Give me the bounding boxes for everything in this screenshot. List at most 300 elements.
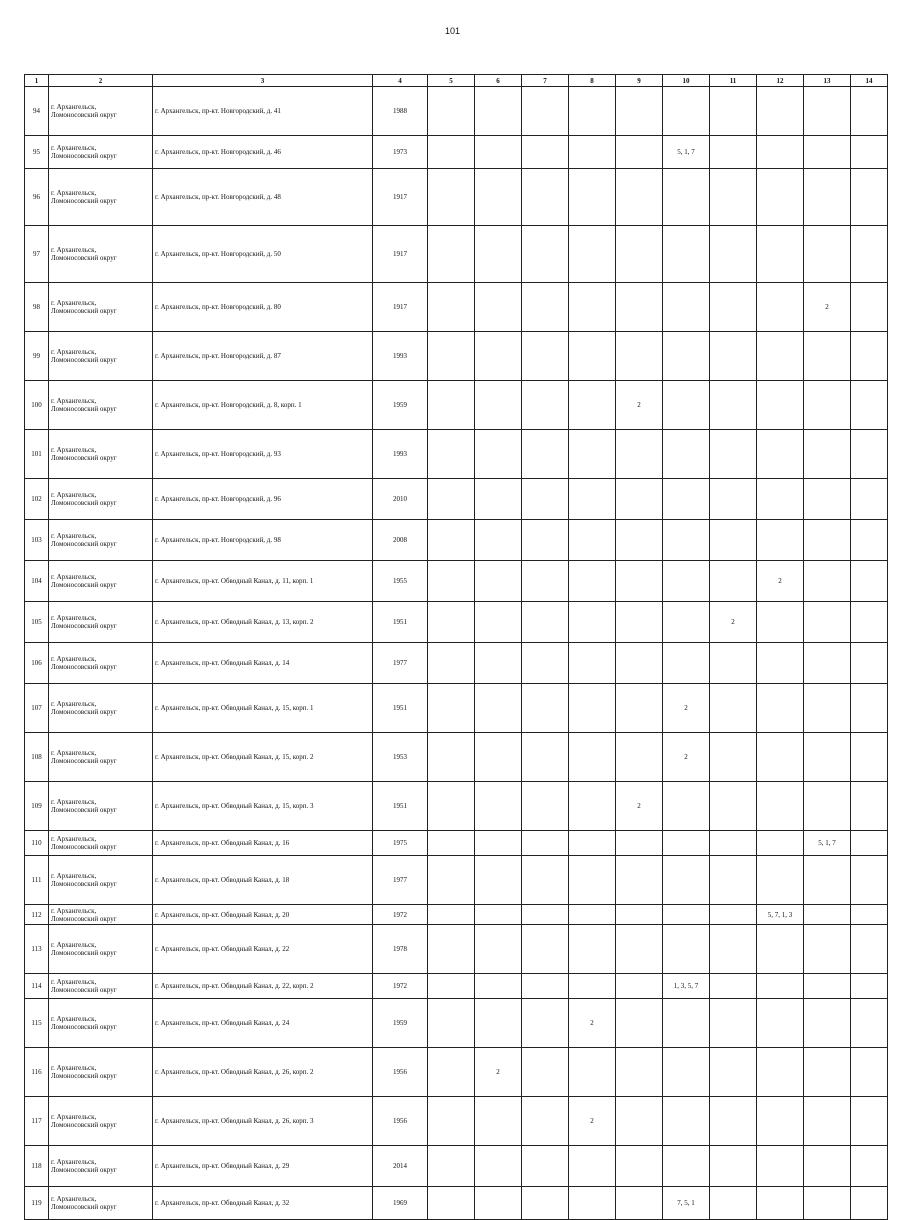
- year-cell: 1973: [373, 136, 428, 169]
- locality-line: Ломоносовский округ: [51, 914, 117, 923]
- value-cell: [851, 602, 888, 643]
- row-number-cell: 119: [25, 1187, 49, 1220]
- buildings-table: [24, 74, 888, 1220]
- value-cell: [569, 1187, 616, 1220]
- value-cell: [475, 602, 522, 643]
- locality-cell: [49, 1048, 153, 1097]
- address-cell: г. Архангельск, пр-кт. Обводный Канал, д. 16: [153, 831, 373, 856]
- value-cell: [710, 1097, 757, 1146]
- value-cell: [616, 1146, 663, 1187]
- value-cell: [804, 643, 851, 684]
- value-cell: [475, 381, 522, 430]
- value-cell: [616, 905, 663, 925]
- value-cell: [616, 430, 663, 479]
- value-cell: 2: [616, 381, 663, 430]
- value-cell: [522, 169, 569, 226]
- locality-line: г. Архангельск,: [51, 189, 97, 197]
- value-cell: [475, 430, 522, 479]
- locality-line: Ломоносовский округ: [51, 708, 117, 716]
- table-row: [25, 430, 888, 479]
- value-cell: [851, 643, 888, 684]
- value-cell: [569, 925, 616, 974]
- value-cell: [757, 831, 804, 856]
- value-cell: [428, 169, 475, 226]
- locality-line: Ломоносовский округ: [51, 356, 117, 364]
- locality-line: г. Архангельск,: [51, 1015, 97, 1023]
- value-cell: [616, 226, 663, 283]
- value-cell: [475, 1097, 522, 1146]
- year-cell: 1955: [373, 561, 428, 602]
- value-cell: [522, 479, 569, 520]
- table-row: [25, 831, 888, 856]
- locality-cell: [49, 974, 153, 999]
- value-cell: [851, 430, 888, 479]
- table-body: [25, 87, 888, 1220]
- value-cell: [757, 733, 804, 782]
- address-cell: г. Архангельск, пр-кт. Новгородский, д. 8, корп. 1: [153, 381, 373, 430]
- value-cell: [428, 905, 475, 925]
- value-cell: [663, 87, 710, 136]
- row-number-cell: 115: [25, 999, 49, 1048]
- value-cell: [569, 479, 616, 520]
- address-cell: г. Архангельск, пр-кт. Новгородский, д. 50: [153, 226, 373, 283]
- value-cell: [851, 999, 888, 1048]
- value-cell: [616, 1187, 663, 1220]
- value-cell: [804, 1048, 851, 1097]
- value-cell: [428, 283, 475, 332]
- value-cell: [616, 332, 663, 381]
- value-cell: 2: [616, 782, 663, 831]
- locality-line: г. Архангельск,: [51, 446, 97, 454]
- value-cell: [663, 1146, 710, 1187]
- value-cell: [569, 974, 616, 999]
- value-cell: 1, 3, 5, 7: [663, 974, 710, 999]
- value-cell: [522, 87, 569, 136]
- locality-line: г. Архангельск,: [51, 700, 97, 708]
- value-cell: [522, 226, 569, 283]
- value-cell: [804, 1097, 851, 1146]
- locality-cell: [49, 1146, 153, 1187]
- value-cell: [522, 1187, 569, 1220]
- locality-line: г. Архангельск,: [51, 144, 97, 152]
- value-cell: [804, 602, 851, 643]
- value-cell: [569, 684, 616, 733]
- value-cell: [522, 561, 569, 602]
- row-number-cell: 108: [25, 733, 49, 782]
- value-cell: [851, 1187, 888, 1220]
- value-cell: [522, 1097, 569, 1146]
- value-cell: [475, 782, 522, 831]
- value-cell: [522, 520, 569, 561]
- locality-line: Ломоносовский округ: [51, 111, 117, 119]
- value-cell: 2: [569, 1097, 616, 1146]
- value-cell: [616, 733, 663, 782]
- value-cell: [475, 169, 522, 226]
- address-cell: г. Архангельск, пр-кт. Обводный Канал, д. 29: [153, 1146, 373, 1187]
- value-cell: [475, 561, 522, 602]
- value-cell: [663, 283, 710, 332]
- value-cell: [616, 831, 663, 856]
- locality-cell: [49, 87, 153, 136]
- year-cell: 2008: [373, 520, 428, 561]
- table-row: [25, 479, 888, 520]
- value-cell: [663, 602, 710, 643]
- value-cell: [569, 1146, 616, 1187]
- value-cell: [757, 1048, 804, 1097]
- value-cell: [616, 136, 663, 169]
- locality-line: г. Архангельск,: [51, 1064, 97, 1072]
- value-cell: [428, 136, 475, 169]
- value-cell: [616, 684, 663, 733]
- value-cell: [804, 1146, 851, 1187]
- value-cell: [757, 520, 804, 561]
- value-cell: [804, 226, 851, 283]
- address-cell: г. Архангельск, пр-кт. Обводный Канал, д. 15, корп. 3: [153, 782, 373, 831]
- value-cell: [757, 136, 804, 169]
- locality-cell: [49, 831, 153, 856]
- table-row: [25, 1187, 888, 1220]
- column-header: 14: [851, 75, 888, 87]
- table-row: [25, 169, 888, 226]
- row-number-cell: 107: [25, 684, 49, 733]
- locality-line: г. Архангельск,: [51, 299, 97, 307]
- address-cell: г. Архангельск, пр-кт. Новгородский, д. 41: [153, 87, 373, 136]
- value-cell: [569, 430, 616, 479]
- locality-line: Ломоносовский округ: [51, 843, 117, 851]
- value-cell: [804, 782, 851, 831]
- table-row: [25, 643, 888, 684]
- value-cell: [569, 561, 616, 602]
- value-cell: [428, 332, 475, 381]
- column-header: 1: [25, 75, 49, 87]
- value-cell: [428, 974, 475, 999]
- address-cell: г. Архангельск, пр-кт. Новгородский, д. 87: [153, 332, 373, 381]
- value-cell: [569, 381, 616, 430]
- value-cell: [475, 479, 522, 520]
- locality-line: г. Архангельск,: [51, 1158, 97, 1166]
- value-cell: [522, 925, 569, 974]
- value-cell: [428, 782, 475, 831]
- value-cell: [522, 831, 569, 856]
- value-cell: [569, 283, 616, 332]
- locality-line: Ломоносовский округ: [51, 254, 117, 262]
- value-cell: [569, 87, 616, 136]
- value-cell: [710, 999, 757, 1048]
- value-cell: [475, 856, 522, 905]
- value-cell: [710, 905, 757, 925]
- header-row: [25, 75, 888, 87]
- locality-line: г. Архангельск,: [51, 397, 97, 405]
- locality-line: Ломоносовский округ: [51, 581, 117, 589]
- value-cell: [804, 1187, 851, 1220]
- address-cell: г. Архангельск, пр-кт. Обводный Канал, д. 26, корп. 2: [153, 1048, 373, 1097]
- value-cell: [522, 1146, 569, 1187]
- locality-cell: [49, 1097, 153, 1146]
- row-number-cell: 106: [25, 643, 49, 684]
- column-header: 6: [475, 75, 522, 87]
- value-cell: [804, 561, 851, 602]
- value-cell: [663, 1097, 710, 1146]
- value-cell: [475, 974, 522, 999]
- value-cell: [569, 856, 616, 905]
- year-cell: 1972: [373, 905, 428, 925]
- value-cell: [804, 169, 851, 226]
- value-cell: [522, 332, 569, 381]
- locality-cell: [49, 520, 153, 561]
- address-cell: г. Архангельск, пр-кт. Обводный Канал, д. 18: [153, 856, 373, 905]
- locality-line: г. Архангельск,: [51, 532, 97, 540]
- value-cell: [710, 733, 757, 782]
- row-number-cell: 109: [25, 782, 49, 831]
- value-cell: [475, 925, 522, 974]
- table-row: [25, 999, 888, 1048]
- row-number-cell: 99: [25, 332, 49, 381]
- locality-line: г. Архангельск,: [51, 573, 97, 581]
- locality-line: Ломоносовский округ: [51, 986, 117, 994]
- row-number-cell: 96: [25, 169, 49, 226]
- value-cell: [851, 169, 888, 226]
- locality-cell: [49, 226, 153, 283]
- column-header: 7: [522, 75, 569, 87]
- value-cell: [569, 520, 616, 561]
- value-cell: [616, 169, 663, 226]
- value-cell: [851, 974, 888, 999]
- value-cell: [569, 905, 616, 925]
- locality-cell: [49, 561, 153, 602]
- column-header: 8: [569, 75, 616, 87]
- value-cell: [851, 733, 888, 782]
- value-cell: [428, 831, 475, 856]
- table-row: [25, 332, 888, 381]
- locality-line: Ломоносовский округ: [51, 197, 117, 205]
- value-cell: [804, 430, 851, 479]
- value-cell: [428, 643, 475, 684]
- value-cell: [475, 1187, 522, 1220]
- value-cell: [710, 1146, 757, 1187]
- table-row: [25, 1146, 888, 1187]
- value-cell: [616, 520, 663, 561]
- address-cell: г. Архангельск, пр-кт. Обводный Канал, д. 15, корп. 2: [153, 733, 373, 782]
- year-cell: 1917: [373, 226, 428, 283]
- locality-cell: [49, 999, 153, 1048]
- locality-line: Ломоносовский округ: [51, 499, 117, 507]
- locality-cell: [49, 283, 153, 332]
- locality-line: Ломоносовский округ: [51, 663, 117, 671]
- table-row: [25, 684, 888, 733]
- value-cell: [851, 381, 888, 430]
- locality-line: Ломоносовский округ: [51, 1203, 117, 1211]
- value-cell: [804, 520, 851, 561]
- locality-line: г. Архангельск,: [51, 103, 97, 111]
- row-number-cell: 117: [25, 1097, 49, 1146]
- address-cell: г. Архангельск, пр-кт. Новгородский, д. 80: [153, 283, 373, 332]
- year-cell: 1956: [373, 1097, 428, 1146]
- value-cell: [522, 905, 569, 925]
- year-cell: 1972: [373, 974, 428, 999]
- address-cell: г. Архангельск, пр-кт. Обводный Канал, д. 11, корп. 1: [153, 561, 373, 602]
- value-cell: 2: [804, 283, 851, 332]
- value-cell: [710, 283, 757, 332]
- value-cell: [616, 602, 663, 643]
- year-cell: 2010: [373, 479, 428, 520]
- value-cell: [757, 602, 804, 643]
- value-cell: [851, 684, 888, 733]
- value-cell: [710, 381, 757, 430]
- value-cell: 5, 1, 7: [663, 136, 710, 169]
- year-cell: 1969: [373, 1187, 428, 1220]
- table-row: [25, 974, 888, 999]
- value-cell: [569, 1048, 616, 1097]
- value-cell: [475, 520, 522, 561]
- table-header: [25, 75, 888, 87]
- table-row: [25, 226, 888, 283]
- value-cell: [710, 831, 757, 856]
- value-cell: [428, 479, 475, 520]
- value-cell: [475, 999, 522, 1048]
- value-cell: [710, 479, 757, 520]
- locality-cell: [49, 782, 153, 831]
- value-cell: [522, 430, 569, 479]
- address-cell: г. Архангельск, пр-кт. Новгородский, д. 48: [153, 169, 373, 226]
- value-cell: [710, 136, 757, 169]
- row-number-cell: 100: [25, 381, 49, 430]
- table-row: [25, 856, 888, 905]
- value-cell: [475, 136, 522, 169]
- locality-line: г. Архангельск,: [51, 872, 97, 880]
- value-cell: [616, 856, 663, 905]
- value-cell: [475, 905, 522, 925]
- value-cell: [522, 643, 569, 684]
- value-cell: 2: [757, 561, 804, 602]
- value-cell: [851, 1048, 888, 1097]
- value-cell: [616, 561, 663, 602]
- value-cell: [804, 87, 851, 136]
- column-header: 4: [373, 75, 428, 87]
- row-number-cell: 98: [25, 283, 49, 332]
- value-cell: [428, 430, 475, 479]
- year-cell: 1956: [373, 1048, 428, 1097]
- value-cell: [710, 520, 757, 561]
- value-cell: [569, 831, 616, 856]
- value-cell: [663, 520, 710, 561]
- value-cell: [428, 1097, 475, 1146]
- value-cell: [428, 856, 475, 905]
- value-cell: [428, 602, 475, 643]
- value-cell: [522, 684, 569, 733]
- value-cell: [616, 999, 663, 1048]
- value-cell: [522, 381, 569, 430]
- row-number-cell: 116: [25, 1048, 49, 1097]
- value-cell: [663, 381, 710, 430]
- value-cell: [710, 974, 757, 999]
- locality-line: г. Архангельск,: [51, 749, 97, 757]
- value-cell: [428, 1048, 475, 1097]
- address-cell: г. Архангельск, пр-кт. Обводный Канал, д. 26, корп. 3: [153, 1097, 373, 1146]
- locality-line: г. Архангельск,: [51, 348, 97, 356]
- locality-line: Ломоносовский округ: [51, 454, 117, 462]
- locality-cell: [49, 684, 153, 733]
- locality-line: Ломоносовский округ: [51, 949, 117, 957]
- address-cell: г. Архангельск, пр-кт. Обводный Канал, д. 24: [153, 999, 373, 1048]
- locality-line: г. Архангельск,: [51, 491, 97, 499]
- row-number-cell: 102: [25, 479, 49, 520]
- value-cell: [757, 479, 804, 520]
- value-cell: [757, 226, 804, 283]
- value-cell: [428, 925, 475, 974]
- value-cell: [804, 974, 851, 999]
- value-cell: [710, 169, 757, 226]
- value-cell: [522, 856, 569, 905]
- column-header: 12: [757, 75, 804, 87]
- address-cell: г. Архангельск, пр-кт. Новгородский, д. 98: [153, 520, 373, 561]
- locality-cell: [49, 381, 153, 430]
- locality-line: г. Архангельск,: [51, 798, 97, 806]
- value-cell: [428, 87, 475, 136]
- locality-line: Ломоносовский округ: [51, 307, 117, 315]
- value-cell: 2: [663, 733, 710, 782]
- value-cell: [663, 782, 710, 831]
- value-cell: [757, 1097, 804, 1146]
- value-cell: [522, 1048, 569, 1097]
- column-header: 9: [616, 75, 663, 87]
- locality-line: Ломоносовский округ: [51, 880, 117, 888]
- year-cell: 1993: [373, 332, 428, 381]
- table-row: [25, 905, 888, 925]
- year-cell: 1951: [373, 602, 428, 643]
- value-cell: [475, 831, 522, 856]
- value-cell: [663, 925, 710, 974]
- locality-line: г. Архангельск,: [51, 978, 97, 986]
- value-cell: [851, 479, 888, 520]
- value-cell: [616, 643, 663, 684]
- value-cell: [663, 169, 710, 226]
- value-cell: [663, 999, 710, 1048]
- value-cell: [710, 684, 757, 733]
- locality-line: г. Архангельск,: [51, 906, 97, 915]
- value-cell: [710, 1048, 757, 1097]
- row-number-cell: 105: [25, 602, 49, 643]
- row-number-cell: 103: [25, 520, 49, 561]
- value-cell: [710, 1187, 757, 1220]
- value-cell: [757, 684, 804, 733]
- value-cell: [522, 782, 569, 831]
- value-cell: [569, 733, 616, 782]
- value-cell: [475, 87, 522, 136]
- value-cell: [804, 999, 851, 1048]
- year-cell: 1917: [373, 169, 428, 226]
- year-cell: 1951: [373, 684, 428, 733]
- value-cell: [851, 856, 888, 905]
- locality-cell: [49, 856, 153, 905]
- value-cell: [522, 283, 569, 332]
- row-number-cell: 112: [25, 905, 49, 925]
- table-row: [25, 381, 888, 430]
- locality-cell: [49, 733, 153, 782]
- value-cell: [851, 87, 888, 136]
- locality-cell: [49, 169, 153, 226]
- locality-line: г. Архангельск,: [51, 1195, 97, 1203]
- value-cell: [475, 226, 522, 283]
- value-cell: [475, 1146, 522, 1187]
- value-cell: [663, 561, 710, 602]
- column-header: 10: [663, 75, 710, 87]
- value-cell: [569, 226, 616, 283]
- locality-line: г. Архангельск,: [51, 941, 97, 949]
- table-row: [25, 136, 888, 169]
- value-cell: [710, 226, 757, 283]
- column-header: 11: [710, 75, 757, 87]
- address-cell: г. Архангельск, пр-кт. Обводный Канал, д. 20: [153, 905, 373, 925]
